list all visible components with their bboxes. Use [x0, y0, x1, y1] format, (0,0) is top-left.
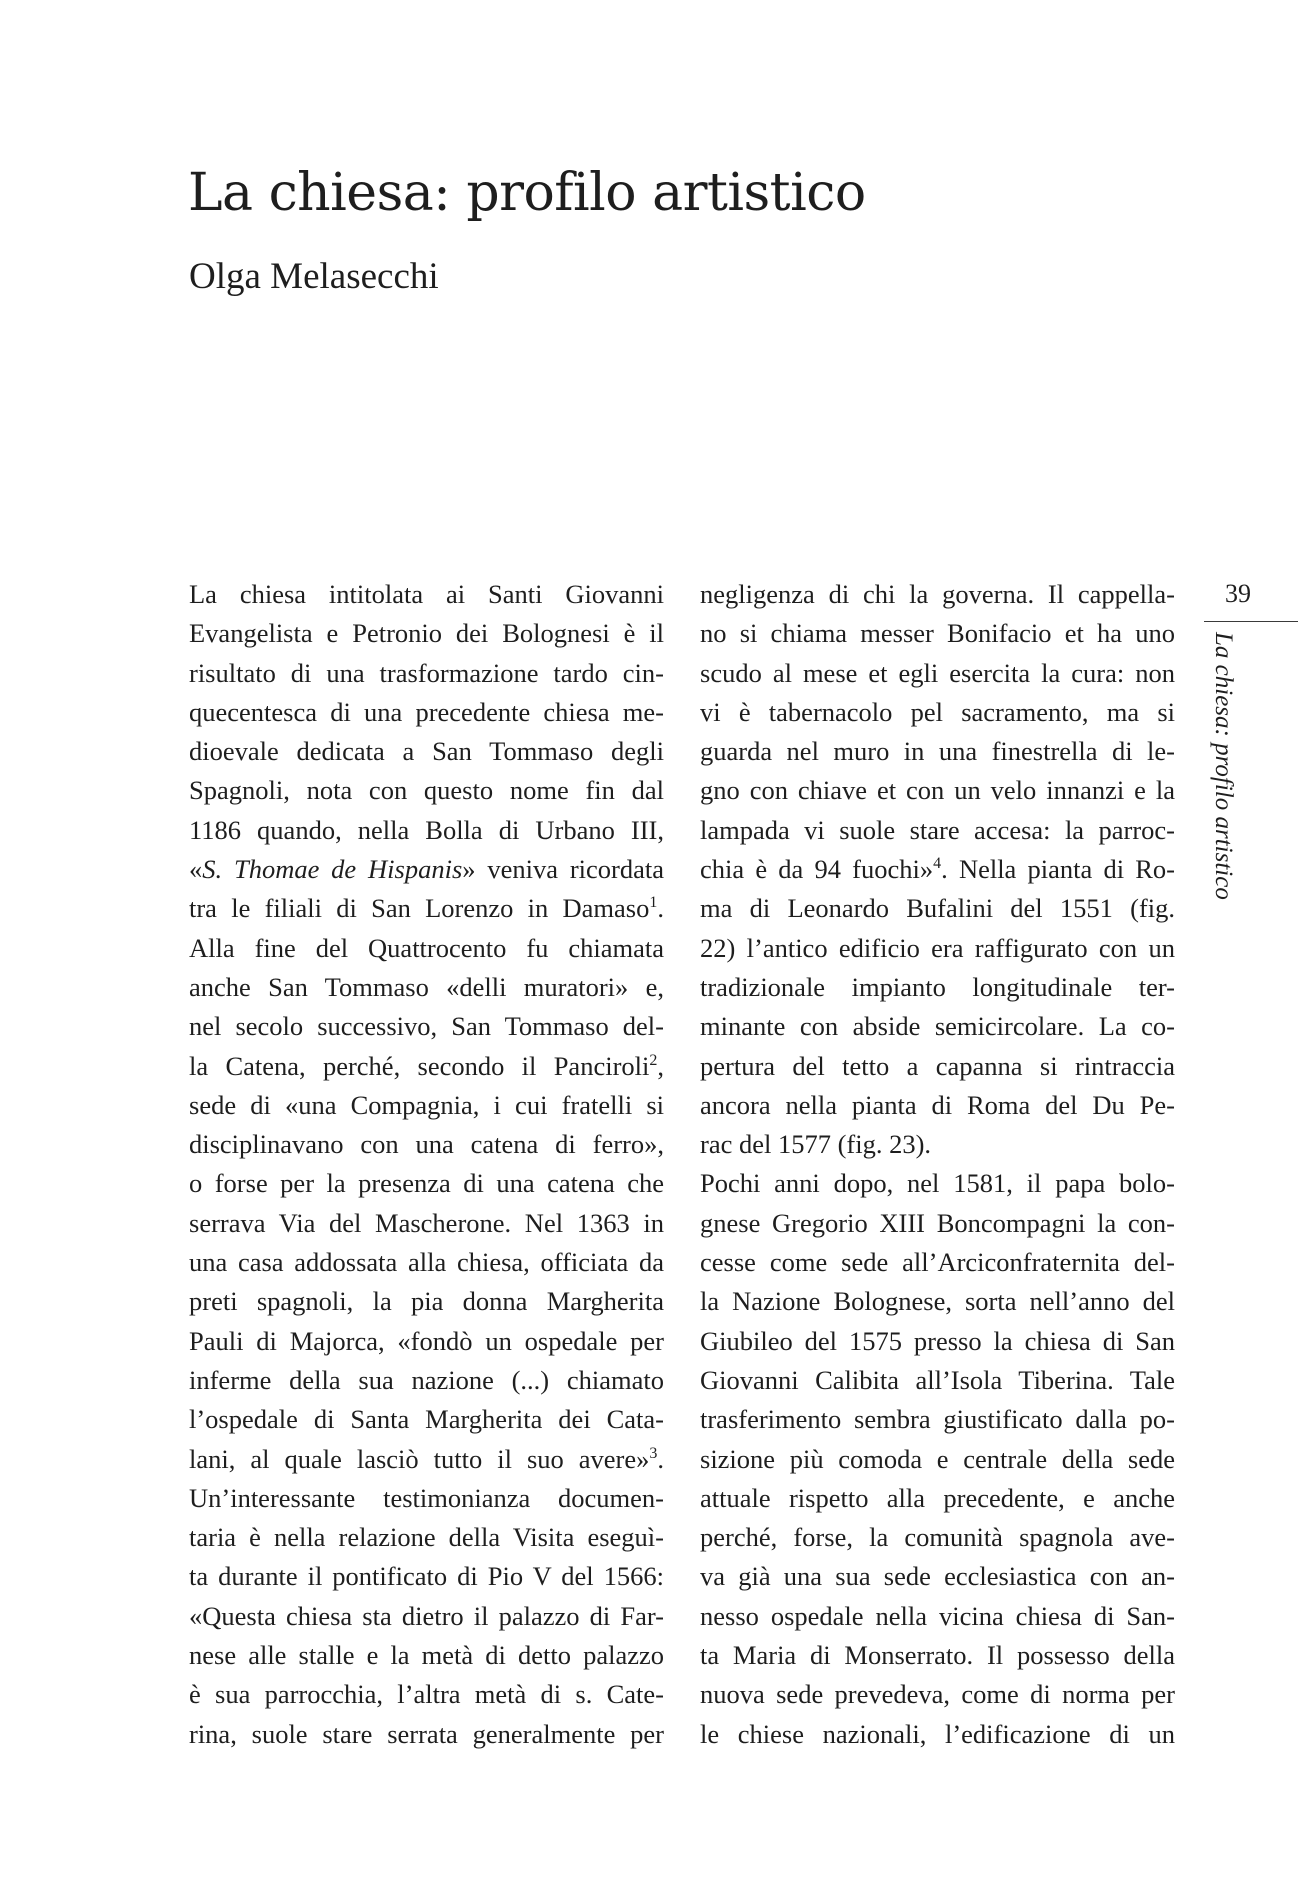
text-line — [189, 1636, 664, 1675]
line-text: trasferimento sembra giustificato dalla po- — [700, 1404, 1175, 1435]
line-text: cesse come sede all’Arciconfraternita del- — [700, 1247, 1175, 1278]
text-line — [700, 1400, 1175, 1439]
line-text: lani, al quale lasciò tutto il suo avere» — [189, 1443, 650, 1474]
text-line — [189, 1204, 664, 1243]
text-line — [700, 771, 1175, 810]
line-text: 22) l’antico edificio era raffigurato con un — [700, 932, 1175, 963]
line-text: nuova sede prevedeva, come di norma per — [700, 1679, 1175, 1710]
line-text: le chiese nazionali, l’edificazione di un — [700, 1718, 1175, 1749]
line-text: nel secolo successivo, San Tommaso del- — [189, 1011, 664, 1042]
text-line — [700, 1675, 1175, 1714]
line-text: o forse per la presenza di una catena che — [189, 1168, 664, 1199]
text-column-right — [700, 575, 1175, 1754]
page-number: 39 — [1225, 579, 1251, 608]
text-line — [700, 929, 1175, 968]
text-line — [700, 1007, 1175, 1046]
text-line — [189, 968, 664, 1007]
footnote-marker[interactable]: 3 — [649, 1444, 658, 1462]
text-line — [700, 1557, 1175, 1596]
line-text: La chiesa intitolata ai Santi Giovanni — [189, 579, 664, 609]
text-line — [700, 1715, 1175, 1754]
line-text: anche San Tommaso «delli muratori» e, — [189, 971, 664, 1002]
line-text: la Nazione Bolognese, sorta nell’anno del — [700, 1286, 1175, 1317]
text-line — [189, 1007, 664, 1046]
line-text: sede di «una Compagnia, i cui fratelli si — [189, 1089, 664, 1120]
line-text: . — [657, 893, 664, 924]
text-line — [189, 1322, 664, 1361]
line-text: inferme della sua nazione (...) chiamato — [189, 1364, 664, 1395]
line-text: Un’interessante testimonianza documen- — [189, 1482, 664, 1513]
text-line — [189, 889, 664, 928]
line-text: perché, forse, la comunità spagnola ave- — [700, 1522, 1175, 1553]
line-text: ancora nella pianta di Roma del Du Pe- — [700, 1089, 1175, 1120]
text-line — [700, 1047, 1175, 1086]
text-line — [189, 1400, 664, 1439]
line-text: Pauli di Majorca, «fondò un ospedale per — [189, 1325, 664, 1356]
text-line — [189, 614, 664, 653]
line-text: chia è da 94 fuochi» — [700, 854, 934, 885]
text-line — [189, 1557, 664, 1596]
text-line — [700, 1282, 1175, 1321]
line-text: . — [657, 1443, 664, 1474]
line-text: dioevale dedicata a San Tommaso degli — [189, 736, 664, 767]
line-text: vi è tabernacolo pel sacramento, ma si — [700, 696, 1175, 727]
line-text: » veniva ricordata — [462, 854, 665, 885]
italic-title: S. Thomae de Hispanis — [202, 854, 463, 885]
line-text: nese alle stalle e la metà di detto palazzo — [189, 1640, 664, 1671]
line-text: rina, suole stare serrata generalmente per — [189, 1718, 664, 1749]
line-text: taria è nella relazione della Visita eseguì- — [189, 1522, 664, 1553]
text-line — [189, 1282, 664, 1321]
text-line — [700, 575, 1175, 614]
line-text: minante con abside semicircolare. La co- — [700, 1011, 1175, 1042]
line-text: l’ospedale di Santa Margherita dei Cata- — [189, 1404, 664, 1435]
text-line — [189, 811, 664, 850]
text-line — [189, 1243, 664, 1282]
line-text: ta Maria di Monserrato. Il possesso della — [700, 1640, 1175, 1671]
line-text: 1186 quando, nella Bolla di Urbano III, — [189, 814, 664, 845]
text-line — [189, 654, 664, 693]
text-line — [700, 811, 1175, 850]
line-text: guarda nel muro in una finestrella di le- — [700, 736, 1175, 767]
line-text: disciplinavano con una catena di ferro», — [189, 1129, 664, 1160]
text-line — [700, 1322, 1175, 1361]
line-text: ta durante il pontificato di Pio V del 1566: — [189, 1561, 664, 1592]
text-line — [189, 1125, 664, 1164]
line-text: nesso ospedale nella vicina chiesa di San- — [700, 1600, 1175, 1631]
text-line — [189, 1518, 664, 1557]
footnote-marker[interactable]: 4 — [933, 855, 942, 873]
text-line — [700, 732, 1175, 771]
text-line — [189, 929, 664, 968]
text-line — [189, 732, 664, 771]
chapter-author: Olga Melasecchi — [189, 256, 439, 297]
line-text: Alla fine del Quattrocento fu chiamata — [189, 932, 664, 963]
line-text: quecentesca di una precedente chiesa me- — [189, 696, 664, 727]
line-text: risultato di una trasformazione tardo cin- — [189, 657, 664, 688]
text-line — [700, 1243, 1175, 1282]
text-line — [189, 1361, 664, 1400]
line-text: scudo al mese et egli esercita la cura: non — [700, 657, 1175, 688]
text-line — [700, 1204, 1175, 1243]
line-text: tra le filiali di San Lorenzo in Damaso — [189, 893, 650, 924]
footnote-marker[interactable]: 2 — [649, 1051, 658, 1069]
text-line — [700, 1125, 1175, 1164]
line-text: . Nella pianta di Ro- — [941, 854, 1175, 885]
text-line — [700, 654, 1175, 693]
text-line — [700, 1636, 1175, 1675]
line-text: gnese Gregorio XIII Boncompagni la con- — [700, 1207, 1175, 1238]
line-text: è sua parrocchia, l’altra metà di s. Cate- — [189, 1679, 664, 1710]
line-text: negligenza di chi la governa. Il cappella- — [700, 579, 1175, 609]
line-text: Giovanni Calibita all’Isola Tiberina. Tale — [700, 1364, 1175, 1395]
text-column-left — [189, 575, 664, 1754]
text-line — [700, 693, 1175, 732]
running-head-text: La chiesa: profilo artistico — [1210, 632, 1237, 900]
line-text: no si chiama messer Bonifacio et ha uno — [700, 618, 1175, 649]
line-text: serrava Via del Mascherone. Nel 1363 in — [189, 1207, 664, 1238]
text-line — [189, 1675, 664, 1714]
line-text: attuale rispetto alla precedente, e anche — [700, 1482, 1175, 1513]
chapter-title: La chiesa: profilo artistico — [188, 163, 866, 223]
line-text: « — [189, 854, 203, 885]
line-text: Pochi anni dopo, nel 1581, il papa bolo- — [700, 1168, 1175, 1199]
line-text: Spagnoli, nota con questo nome fin dal — [189, 775, 664, 806]
text-line — [189, 575, 664, 614]
text-line — [189, 693, 664, 732]
line-text: rac del 1577 (fig. 23). — [700, 1129, 932, 1160]
text-line — [189, 1164, 664, 1203]
text-line — [189, 1715, 664, 1754]
line-text: sizione più comoda e centrale della sede — [700, 1443, 1175, 1474]
text-line — [189, 771, 664, 810]
running-head-rule — [1204, 621, 1298, 622]
line-text: , — [657, 1050, 664, 1081]
text-line — [700, 614, 1175, 653]
line-text: la Catena, perché, secondo il Panciroli — [189, 1050, 650, 1081]
line-text: lampada vi suole stare accesa: la parroc- — [700, 814, 1175, 845]
text-line — [700, 1086, 1175, 1125]
footnote-marker[interactable]: 1 — [649, 894, 658, 912]
line-text: gno con chiave et con un velo innanzi e la — [700, 775, 1175, 806]
text-line — [700, 1164, 1175, 1203]
line-text: pertura del tetto a capanna si rintraccia — [700, 1050, 1175, 1081]
text-line — [700, 1518, 1175, 1557]
text-line — [700, 850, 1175, 889]
text-line — [700, 1361, 1175, 1400]
text-line — [700, 1479, 1175, 1518]
line-text: preti spagnoli, la pia donna Margherita — [189, 1286, 664, 1317]
line-text: una casa addossata alla chiesa, officiata da — [189, 1247, 664, 1278]
line-text: «Questa chiesa sta dietro il palazzo di Far- — [189, 1600, 664, 1631]
text-line — [189, 1597, 664, 1636]
text-line — [700, 889, 1175, 928]
text-line — [189, 1479, 664, 1518]
line-text: Evangelista e Petronio dei Bolognesi è il — [189, 618, 664, 649]
line-text: ma di Leonardo Bufalini del 1551 (fig. — [700, 893, 1175, 924]
text-line — [189, 1086, 664, 1125]
line-text: tradizionale impianto longitudinale ter- — [700, 971, 1175, 1002]
text-line — [700, 968, 1175, 1007]
text-line — [189, 1047, 664, 1086]
text-line — [700, 1440, 1175, 1479]
text-line — [700, 1597, 1175, 1636]
line-text: Giubileo del 1575 presso la chiesa di San — [700, 1325, 1175, 1356]
text-line — [189, 1440, 664, 1479]
line-text: va già una sua sede ecclesiastica con an- — [700, 1561, 1175, 1592]
text-line — [189, 850, 664, 889]
